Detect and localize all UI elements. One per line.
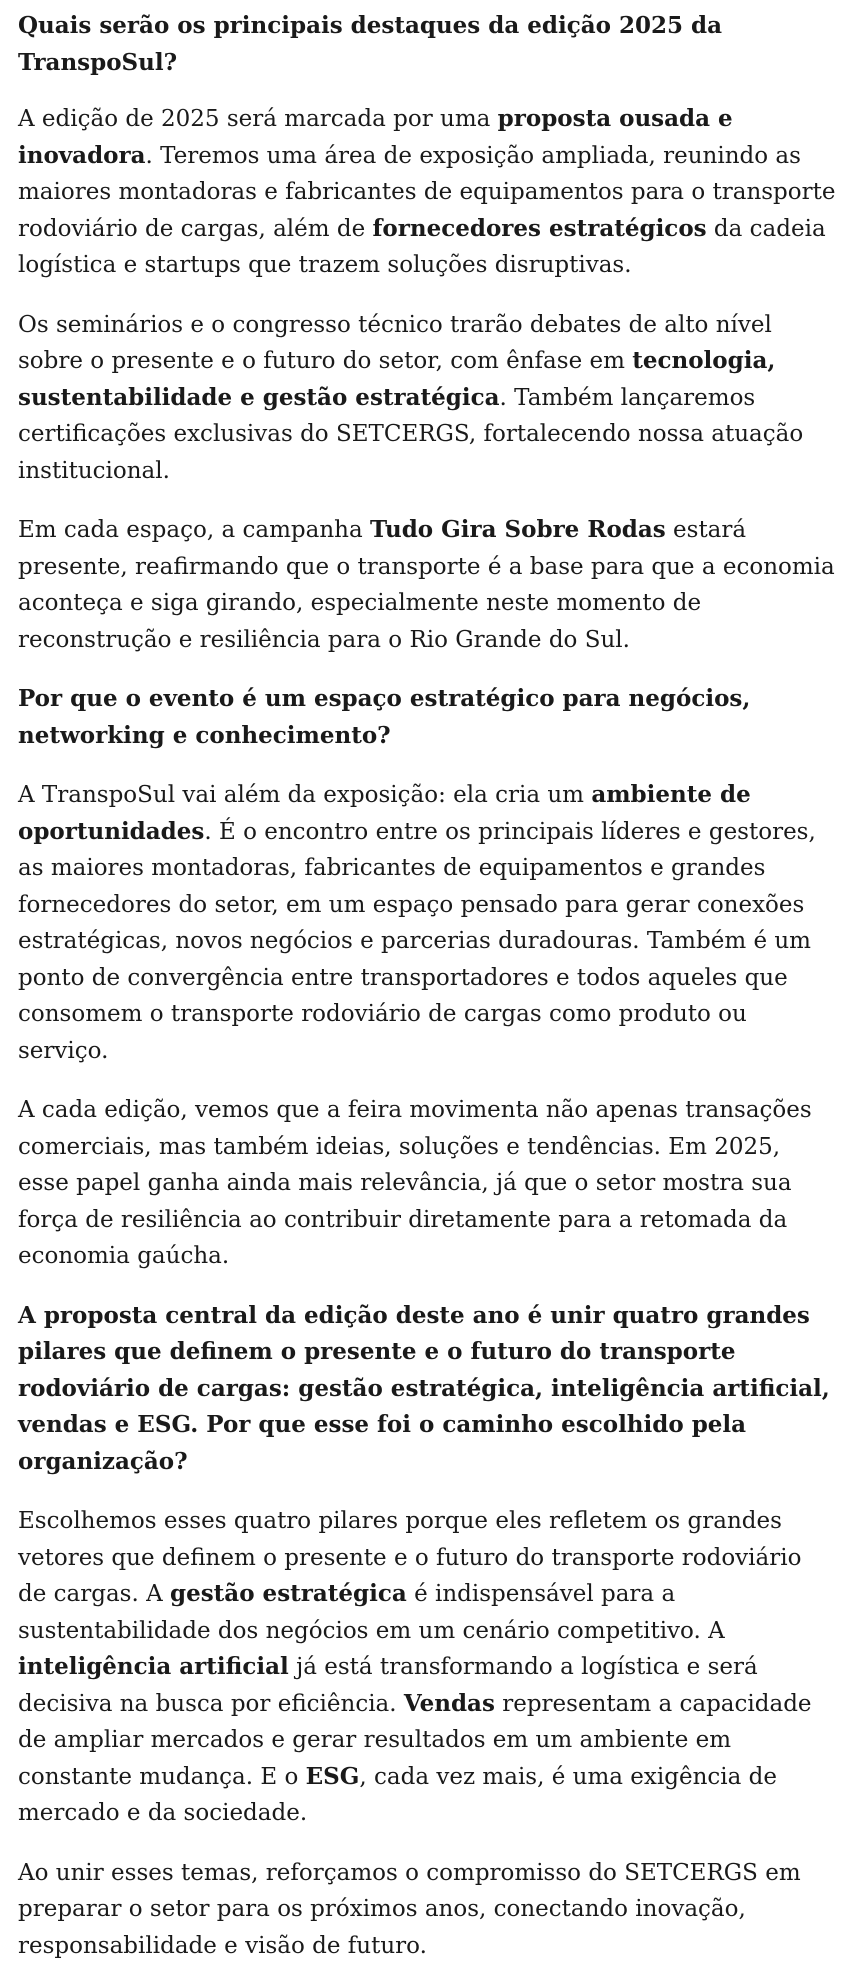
text-run: Em cada espaço, a campanha	[18, 517, 370, 543]
bold-phrase: inteligência artificial	[18, 1653, 289, 1680]
text-run: . Teremos uma área de exposição ampliada, reunindo as maiores montadoras e fabricantes de equipamentos para o transporte rodoviário de cargas, além de	[18, 143, 835, 242]
bold-phrase: Tudo Gira Sobre Rodas	[370, 516, 666, 543]
text-run: estará presente, reafirmando que o transporte é a base para que a economia aconteça e siga girando, especialmente neste momento de reconstrução e resiliência para o Rio Grande do Sul.	[18, 517, 835, 653]
bold-phrase: fornecedores estratégicos	[373, 215, 707, 242]
text-run: A TranspoSul vai além da exposição: ela cria um	[18, 782, 591, 808]
paragraph-seminars	[18, 307, 836, 490]
paragraph-conclusion: Ao unir esses temas, reforçamos o compromisso do SETCERGS em preparar o setor para os próximos anos, conectando inovação, responsabilidade e visão de futuro.	[18, 1855, 836, 1964]
question-four-pillars: A proposta central da edição deste ano é unir quatro grandes pilares que definem o presente e o futuro do transporte rodoviário de cargas: gestão estratégica, inteligência artificial, vendas e ESG. Por que esse foi o caminho escolhido pela organização?	[18, 1298, 836, 1481]
text-run: . Também lançaremos certificações exclusivas do SETCERGS, fortalecendo nossa atuação institucional.	[18, 385, 803, 484]
text-run: A edição de 2025 será marcada por uma	[18, 106, 498, 132]
paragraph-opportunities	[18, 777, 836, 1069]
paragraph-edition-2025	[18, 101, 836, 284]
paragraph-campaign	[18, 512, 836, 658]
text-run: , cada vez mais, é uma exigência de mercado e da sociedade.	[18, 1764, 777, 1827]
text-run: representam a capacidade de ampliar mercados e gerar resultados em um ambiente em constante mudança. E o	[18, 1691, 812, 1790]
question-strategic-space: Por que o evento é um espaço estratégico para negócios, networking e conhecimento?	[18, 681, 836, 754]
bold-phrase: ESG	[306, 1763, 360, 1790]
text-run: já está transformando a logística e será decisiva na busca por eficiência.	[18, 1654, 758, 1717]
bold-phrase: proposta ousada e inovadora	[18, 105, 733, 169]
text-run: da cadeia logística e startups que trazem soluções disruptivas.	[18, 216, 826, 279]
text-run: Escolhemos esses quatro pilares porque eles refletem os grandes vetores que definem o presente e o futuro do transporte rodoviário de cargas. A	[18, 1508, 801, 1607]
paragraph-each-edition: A cada edição, vemos que a feira movimenta não apenas transações comerciais, mas também ideias, soluções e tendências. Em 2025, esse papel ganha ainda mais relevância, já que o setor mostra sua força de resiliência ao contribuir diretamente para a retomada da economia gaúcha.	[18, 1092, 836, 1275]
text-run: . É o encontro entre os principais líderes e gestores, as maiores montadoras, fabricantes de equipamentos e grandes fornecedores do setor, em um espaço pensado para gerar conexões estratégicas, novos negócios e parcerias duradouras. Também é um ponto de convergência entre transportadores e todos aqueles que consomem o transporte rodoviário de cargas como produto ou serviço.	[18, 819, 816, 1064]
paragraph-pillars	[18, 1503, 836, 1832]
bold-phrase: gestão estratégica	[170, 1580, 407, 1607]
text-run: Os seminários e o congresso técnico trarão debates de alto nível sobre o presente e o futuro do setor, com ênfase em	[18, 312, 772, 375]
bold-phrase: tecnologia, sustentabilidade e gestão estratégica	[18, 347, 775, 411]
bold-phrase: Vendas	[404, 1690, 495, 1717]
bold-phrase: ambiente de oportunidades	[18, 781, 751, 845]
question-highlights-2025: Quais serão os principais destaques da edição 2025 da TranspoSul?	[18, 8, 836, 81]
text-run: é indispensável para a sustentabilidade dos negócios em um cenário competitivo. A	[18, 1581, 725, 1644]
